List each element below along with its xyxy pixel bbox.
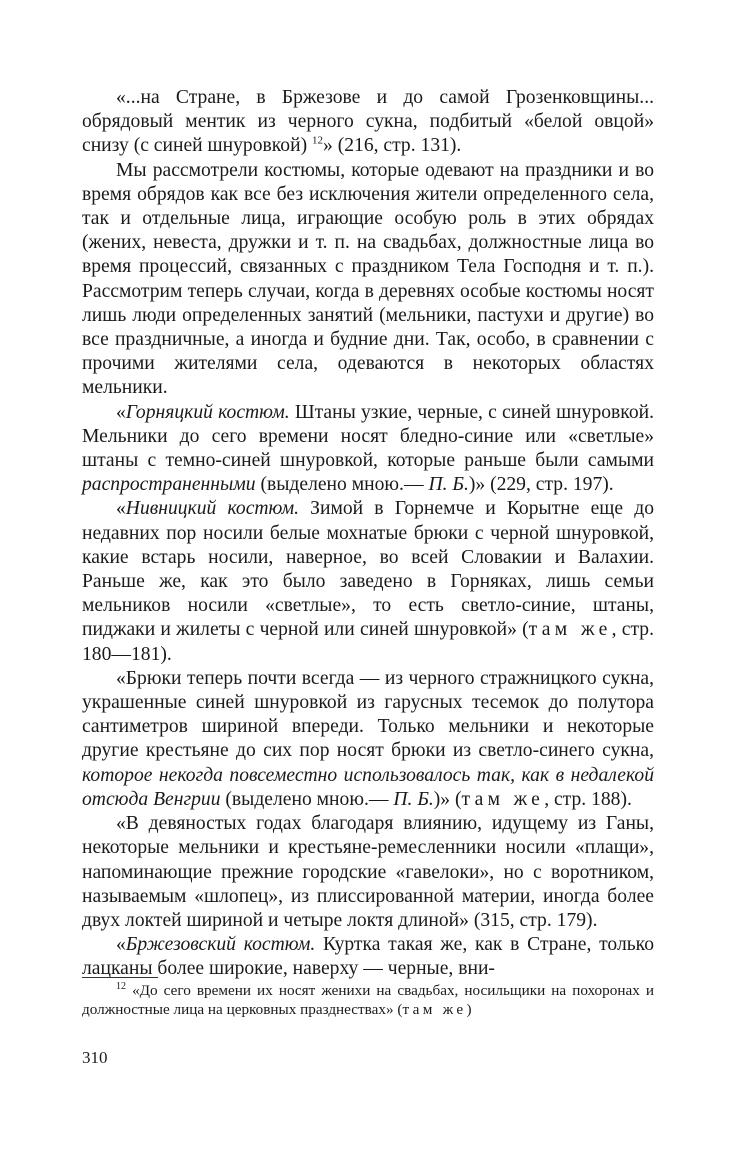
- spaced-text: там же: [402, 1000, 467, 1018]
- text-run: «: [116, 934, 126, 956]
- paragraph: [82, 497, 654, 666]
- paragraph: [82, 667, 654, 812]
- text-run: , стр. 180—181).: [82, 619, 654, 665]
- text-run: Мы рассмотрели костюмы, которые одевают на праздники и во время обрядов как все без исключения жители определенного села, так и отдельные лица, играющие особую роль в этих обрядах (жених, невеста, дружки и т. п. на свадьбах, должностные лица во время процессий, связанных с праздником Тела Господня и т. п.). Рассмотрим теперь случаи, когда в деревнях особые костюмы носят лишь люди определенных занятий (мельники, пастухи и другие) во все праздничные, а иногда и будние дни. Так, особо, в сравнении с прочими жителями села, одеваются в некоторых областях мельники.: [82, 159, 654, 399]
- spaced-text: там же: [528, 619, 612, 641]
- italic-text: Нивницкий костюм.: [125, 498, 300, 520]
- text-run: «...на Стране, в Бржезове и до самой Грозенковщины... обрядовый ментик из черного сукна, подбитый «белой овцой» снизу (с синей шнуровкой): [82, 87, 654, 157]
- spaced-text: там же: [461, 788, 545, 810]
- text-run: Штаны узкие, черные, с синей шнуровкой. Мельники до сего времени носят бледно-синие или «светлые» штаны с темно-синей шнуровкой, которые раньше были самыми: [82, 401, 654, 472]
- footnote-reference: 12: [312, 134, 324, 147]
- text-run: «В девяностых годах благодаря влиянию, идущему из Ганы, некоторые мельники и крестьяне-ремесленники носили «плащи», напоминающие прежние городские «гавелоки», но с воротником, называемым «шлопец», из плиссированной материи, иногда более двух локтей шириной и четыре локтя длиной» (315, стр. 179).: [82, 813, 654, 931]
- italic-text: Горняцкий костюм.: [125, 401, 290, 423]
- text-run: )» (229, стр. 197).: [468, 474, 614, 496]
- text-run: Зимой в Горнемче и Корытне еще до недавних пор носили белые мохнатые брюки с черной шнуровкой, какие встарь носили, наверное, во всей Словакии и Валахии. Раньше же, как это было заведено в Горняках, лишь семьи мельников носили «светлые», то есть светло-синие, штаны, пиджаки и жилеты с черной или синей шнуровкой» (: [82, 498, 654, 641]
- text-run: (выделено мною.—: [220, 788, 394, 810]
- italic-text: которое некогда повсеместно использовалось так, как в недалекой отсюда Венгрии: [82, 764, 654, 810]
- paragraph: [82, 933, 654, 981]
- paragraph: [82, 812, 654, 933]
- text-run: «: [116, 498, 126, 520]
- italic-text: П. Б.: [393, 788, 434, 810]
- paragraph: [82, 86, 654, 159]
- text-run: «До сего времени их носят женихи на свадьбах, носильщики на похоронах и должностные лица на церковных празднествах» (: [82, 982, 654, 1018]
- footnote-reference: 12: [116, 980, 126, 992]
- text-run: ): [466, 1000, 472, 1018]
- text-run: (выделено мною.—: [255, 474, 429, 496]
- text-run: » (216, стр. 131).: [323, 135, 462, 157]
- text-run: , стр. 188).: [544, 788, 632, 810]
- text-run: «Брюки теперь почти всегда — из черного стражницкого сукна, украшенные синей шнуровкой из гарусных тесемок до полутора сантиметров шириной впереди. Только мельники и некоторые другие крестьяне до сих пор носят брюки из светло-синего сукна,: [82, 667, 654, 762]
- text-run: Куртка такая же, как в Стране, только лацканы более широкие, наверху — черные, вни-: [82, 934, 654, 980]
- page-number: 310: [82, 1048, 108, 1067]
- italic-text: распространенными: [82, 474, 256, 496]
- footnote-separator: [82, 977, 158, 978]
- italic-text: П. Б.: [428, 474, 469, 496]
- paragraph: [82, 159, 654, 401]
- text-run: «: [116, 401, 126, 423]
- footnote: [82, 982, 654, 1019]
- text-run: )» (: [433, 788, 462, 810]
- italic-text: Бржезовский костюм.: [125, 934, 316, 956]
- paragraph: [82, 401, 654, 498]
- main-text: [82, 86, 654, 982]
